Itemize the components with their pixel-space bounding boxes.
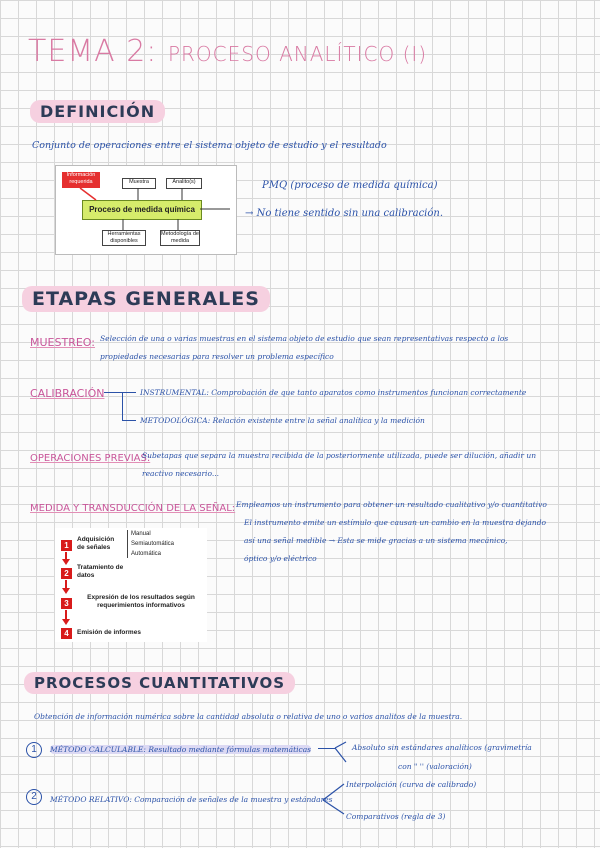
process-diagram <box>55 165 237 255</box>
arrowhead-2-3 <box>62 588 70 594</box>
sample-box: Muestra <box>122 178 156 189</box>
methodology-box: Metodología de medida <box>160 230 200 246</box>
calculable-with-standards: con " '' (valoración) <box>398 762 472 771</box>
calibracion-branch-2 <box>122 420 136 421</box>
step-label-2: Tratamiento de datos <box>77 564 124 579</box>
medida-text-2: El instrumento emite un estímulo que causan un cambio en la muestra dejando <box>244 518 547 527</box>
tools-box: Herramientas disponibles <box>102 230 146 246</box>
calibration-note: → No tiene sentido sin una calibración. <box>245 208 444 219</box>
arrowhead-1-2 <box>62 559 70 565</box>
method-number-1: 1 <box>26 742 42 758</box>
op-previas-text-2: reactivo necesario... <box>142 469 219 478</box>
medida-text-3: así una señal medible → Esta se mide gracias a un sistema mecánico, <box>244 536 508 545</box>
pmq-note: PMQ (proceso de medida química) <box>262 180 438 191</box>
op-previas-text-1: Subetapas que separa la muestra recibida de la posteriormente utilizada, puede ser dilución, añadir un <box>142 451 537 460</box>
muestreo-text-2: propiedades necesarias para resolver un problema específico <box>100 352 334 361</box>
option-manual: Manual <box>131 531 151 537</box>
step-label-1: Adquisición de señales <box>77 536 115 551</box>
section-heading-definicion: DEFINICIÓN <box>30 100 165 123</box>
measurement-steps-diagram <box>55 528 207 642</box>
cuantitativos-text: Obtención de información numérica sobre la cantidad absoluta o relativa de uno o varios analitos de la muestra. <box>34 712 463 721</box>
step-number-1: 1 <box>61 540 72 551</box>
cal-instrumental: INSTRUMENTAL: Comprobación de que tanto aparatos como instrumentos funcionan correctamente <box>140 388 527 397</box>
definicion-text: Conjunto de operaciones entre el sistema objeto de estudio y el resultado <box>32 140 387 151</box>
info-required-box: Información requerida <box>62 172 100 188</box>
medida-label: MEDIDA Y TRANSDUCCIÓN DE LA SEÑAL: <box>30 503 236 514</box>
arrowhead-3-4 <box>62 619 70 625</box>
relative-comparative: Comparativos (regla de 3) <box>346 812 446 821</box>
step-label-4: Emisión de informes <box>77 629 141 636</box>
method-relative: MÉTODO RELATIVO: Comparación de señales de la muestra y estándares <box>50 795 333 804</box>
analytes-box: Analito(s) <box>166 178 202 189</box>
section-heading-etapas: ETAPAS GENERALES <box>22 286 270 312</box>
step-number-4: 4 <box>61 628 72 639</box>
section-heading-cuantitativos: PROCESOS CUANTITATIVOS <box>24 672 295 694</box>
page-title: TEMA 2: PROCESO ANALÍTICO (I) <box>28 34 428 69</box>
step-number-3: 3 <box>61 598 72 609</box>
medida-text-1: Empleamos un instrumento para obtener un resultado cualitativo y/o cuantitativo <box>236 500 547 509</box>
muestreo-text-1: Selección de una o varias muestras en el sistema objeto de estudio que sean representativas respecto a los <box>100 334 509 343</box>
measurement-process-box: Proceso de medida química <box>82 200 202 220</box>
medida-text-4: óptico y/o eléctrico <box>244 554 317 563</box>
calculable-absolute: Absoluto sin estándares analíticos (gravimetría <box>352 743 532 752</box>
step1-bracket <box>127 530 128 558</box>
muestreo-row: MUESTREO: <box>30 336 95 349</box>
option-automatic: Automática <box>131 551 162 557</box>
diagram-arrows <box>56 166 236 254</box>
option-semiautomatic: Semiautomática <box>131 541 175 547</box>
calculable-branch <box>334 740 348 768</box>
op-previas-label: OPERACIONES PREVIAS: <box>30 453 151 464</box>
calibracion-branch <box>122 392 123 420</box>
method-number-2: 2 <box>26 789 42 805</box>
method-calculable: MÉTODO CALCULABLE: Resultado mediante fórmulas matemáticas <box>50 745 312 754</box>
calibracion-label: CALIBRACIÓN <box>30 387 105 400</box>
relative-branch <box>322 780 346 820</box>
step-label-3: Expresión de los resultados según requerimientos informativos <box>87 594 195 609</box>
step-number-2: 2 <box>61 568 72 579</box>
cal-metodologica: METODOLÓGICA: Relación existente entre la señal analítica y la medición <box>140 416 425 425</box>
calibracion-arrow <box>104 392 136 393</box>
relative-interpolation: Interpolación (curva de calibrado) <box>346 780 477 789</box>
